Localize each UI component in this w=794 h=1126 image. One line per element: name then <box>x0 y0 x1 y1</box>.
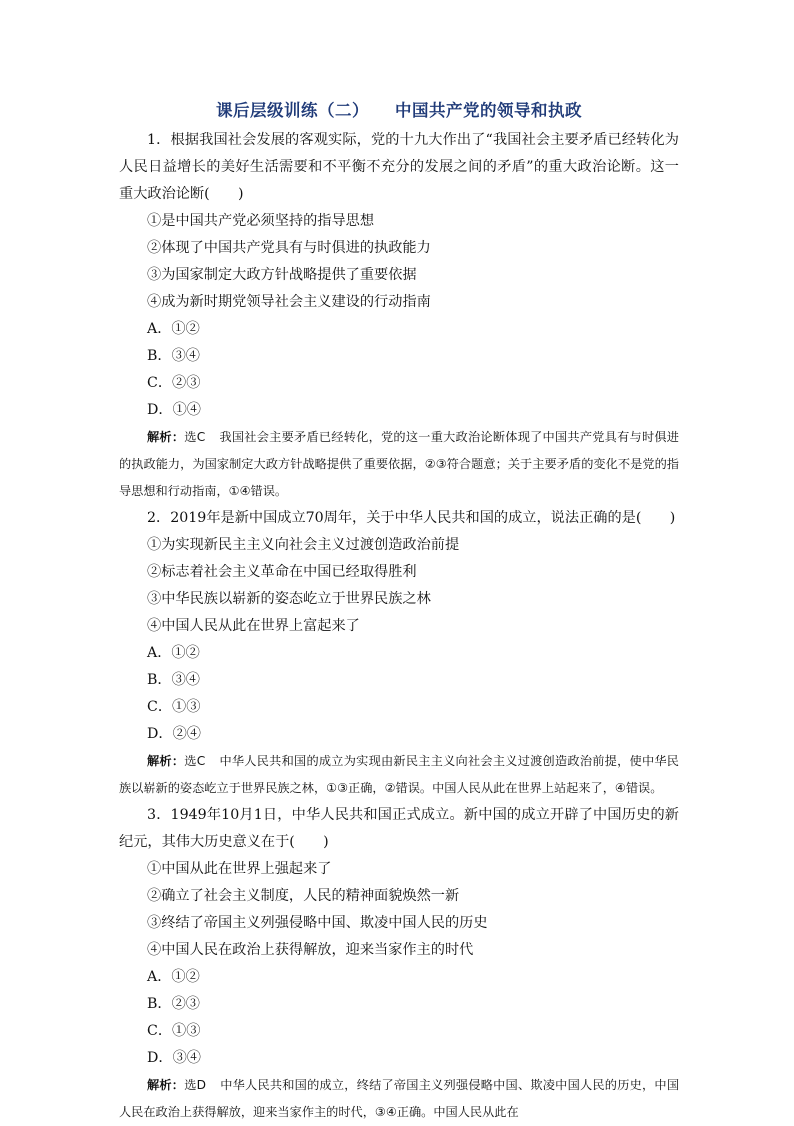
statement-item: ④成为新时期党领导社会主义建设的行动指南 <box>147 294 431 310</box>
explanation-answer: 选C <box>184 754 206 768</box>
document-page <box>119 100 679 1126</box>
choice-d: D．③④ <box>147 1050 201 1066</box>
question-stem: 2．2019年是新中国成立70周年，关于中华人民共和国的成立，说法正确的是( ) <box>147 510 676 526</box>
explanation <box>119 424 679 505</box>
explanation-label: 解析： <box>147 754 185 768</box>
statement-item: ①中国从此在世界上强起来了 <box>147 861 332 877</box>
answer-choices <box>119 964 679 1072</box>
statement-item: ④中国人民在政治上获得解放，迎来当家作主的时代 <box>147 942 474 958</box>
answer-choices <box>119 316 679 424</box>
choice-a: A．①② <box>147 969 200 985</box>
choice-c: C．①③ <box>147 1023 201 1039</box>
statement-item: ③为国家制定大政方针战略提供了重要依据 <box>147 267 417 283</box>
explanation-label: 解析： <box>147 1078 185 1092</box>
explanation-text: 我国社会主要矛盾已经转化，党的这一重大政治论断体现了中国共产党具有与时俱进的执政能力，为国家制定大政方针战略提供了重要依据，②③符合题意；关于主要矛盾的变化不是党的指导思想和行动指南，①④错误。 <box>119 430 679 498</box>
choice-b: B．②③ <box>147 996 200 1012</box>
choice-a: A．①② <box>147 645 200 661</box>
explanation <box>119 748 679 802</box>
choice-b: B．③④ <box>147 672 200 688</box>
title-main: 课后层级训练（二） <box>216 101 369 120</box>
explanation-answer: 选C <box>184 430 206 444</box>
explanation-text: 中华人民共和国的成立为实现由新民主主义向社会主义过渡创造政治前提，使中华民族以崭新的姿态屹立于世界民族之林，①③正确，②错误。中国人民从此在世界上站起来了，④错误。 <box>119 754 679 795</box>
explanation <box>119 1072 679 1126</box>
explanation-answer: 选D <box>184 1078 207 1092</box>
statement-item: ②标志着社会主义革命在中国已经取得胜利 <box>147 564 417 580</box>
statement-item: ①是中国共产党必须坚持的指导思想 <box>147 213 375 229</box>
answer-choices <box>119 640 679 748</box>
statement-item: ④中国人民从此在世界上富起来了 <box>147 618 360 634</box>
choice-c: C．①③ <box>147 699 201 715</box>
statement-item: ③终结了帝国主义列强侵略中国、欺凌中国人民的历史 <box>147 915 488 931</box>
statement-item: ②确立了社会主义制度，人民的精神面貌焕然一新 <box>147 888 460 904</box>
question-3 <box>119 802 679 1126</box>
statement-item: ①为实现新民主主义向社会主义过渡创造政治前提 <box>147 537 460 553</box>
choice-d: D．②④ <box>147 726 201 742</box>
question-stem: 1．根据我国社会发展的客观实际，党的十九大作出了“我国社会主要矛盾已经转化为人民日益增长的美好生活需要和不平衡不充分的发展之间的矛盾”的重大政治论断。这一重大政治论断( ) <box>119 132 679 202</box>
explanation-text: 中华人民共和国的成立，终结了帝国主义列强侵略中国、欺凌中国人民的历史，中国人民在政治上获得解放，迎来当家作主的时代，③④正确。中国人民从此在 <box>119 1078 680 1119</box>
choice-d: D．①④ <box>147 402 201 418</box>
question-stem: 3．1949年10月1日，中华人民共和国正式成立。新中国的成立开辟了中国历史的新纪元，其伟大历史意义在于( ) <box>119 807 679 850</box>
choice-a: A．①② <box>147 321 200 337</box>
choice-b: B．③④ <box>147 348 200 364</box>
title-sub: 中国共产党的领导和执政 <box>395 101 582 120</box>
statement-item: ③中华民族以崭新的姿态屹立于世界民族之林 <box>147 591 431 607</box>
explanation-label: 解析： <box>147 430 185 444</box>
statement-item: ②体现了中国共产党具有与时俱进的执政能力 <box>147 240 431 256</box>
question-2 <box>119 505 679 802</box>
choice-c: C．②③ <box>147 375 201 391</box>
question-1 <box>119 127 679 505</box>
page-title <box>119 100 679 122</box>
